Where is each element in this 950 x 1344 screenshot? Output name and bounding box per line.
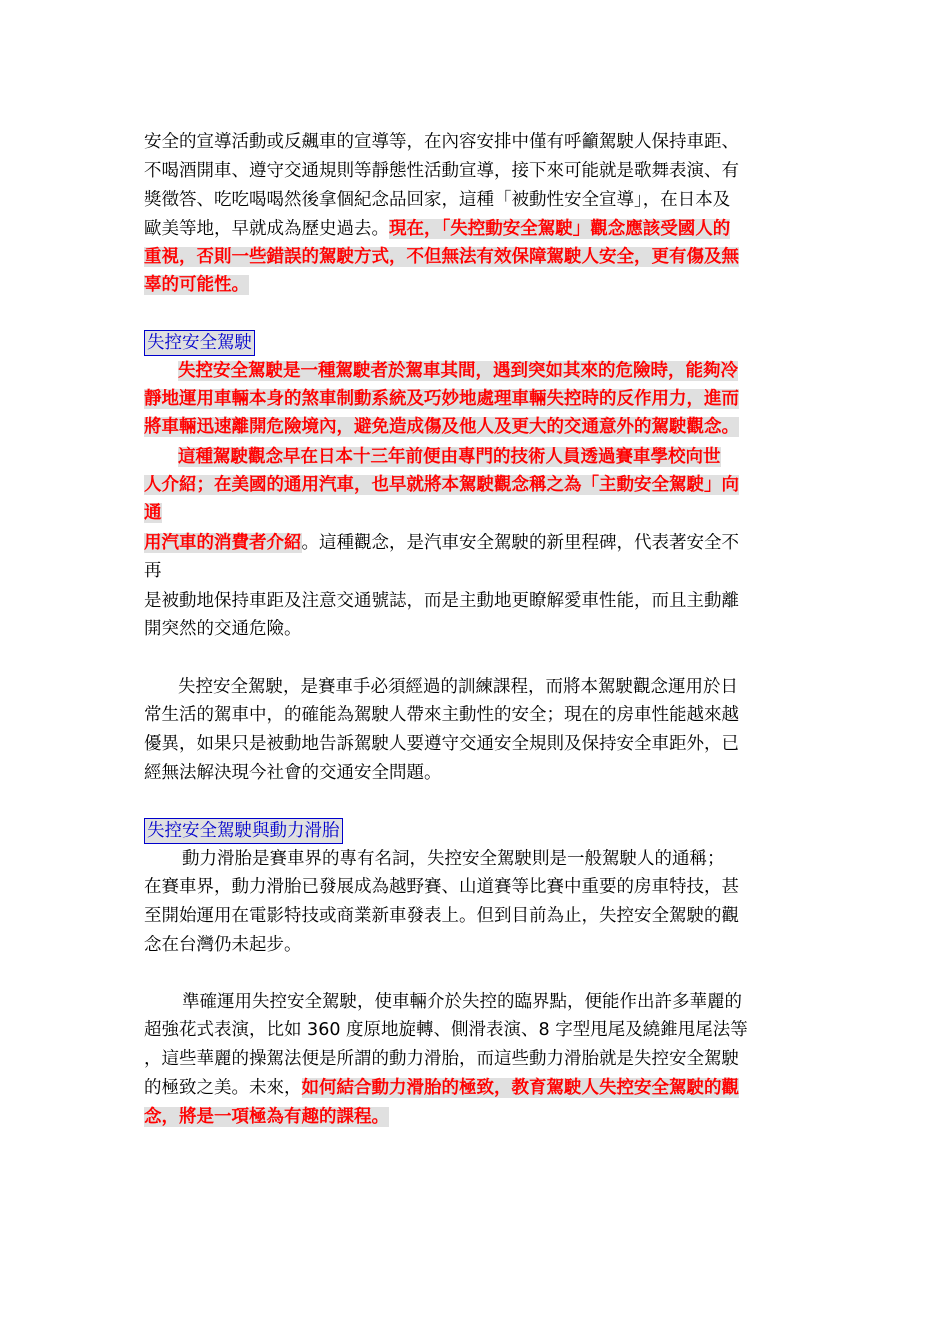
body-text-line bbox=[144, 385, 739, 413]
body-text-line: 再 bbox=[144, 561, 162, 581]
highlighted-text: 用汽車的消費者介紹 bbox=[144, 533, 302, 553]
body-text-line bbox=[144, 1103, 389, 1131]
body-text-line bbox=[144, 413, 739, 441]
body-text-line bbox=[144, 499, 162, 527]
body-text-line: 超強花式表演，比如 360 度原地旋轉、側滑表演、8 字型甩尾及繞錐甩尾法等 bbox=[144, 1020, 748, 1040]
body-text-line bbox=[144, 529, 739, 557]
body-text-line: 獎徵答、吃吃喝喝然後拿個紀念品回家，這種「被動性安全宣導」，在日本及 bbox=[144, 190, 731, 210]
highlighted-text: 將車輛迅速離開危險境內，避免造成傷及他人及更大的交通意外的駕駛觀念。 bbox=[144, 417, 739, 437]
body-text-line: 不喝酒開車、遵守交通規則等靜態性活動宣導，接下來可能就是歌舞表演、有 bbox=[144, 161, 739, 181]
body-text-line: 安全的宣導活動或反飆車的宣導等，在內容安排中僅有呼籲駕駛人保持車距、 bbox=[144, 132, 739, 152]
highlighted-text: 重視，否則一些錯誤的駕駛方式，不但無法有效保障駕駛人安全，更有傷及無 bbox=[144, 247, 739, 267]
body-text-segment: 的極致之美。未來， bbox=[144, 1078, 302, 1098]
body-text-line: 準確運用失控安全駕駛，使車輛介於失控的臨界點，便能作出許多華麗的 bbox=[182, 992, 742, 1012]
body-text-segment: 。這種觀念，是汽車安全駕駛的新里程碑，代表著安全不 bbox=[301, 533, 739, 553]
highlighted-text: 失控安全駕駛是一種駕駛者於駕車其間，遇到突如其來的危險時，能夠冷 bbox=[178, 361, 738, 381]
body-text-line: 常生活的駕車中，的確能為駕駛人帶來主動性的安全；現在的房車性能越來越 bbox=[144, 705, 739, 725]
body-text-segment: 歐美等地，早就成為歷史過去。 bbox=[144, 219, 389, 239]
highlighted-text: 人介紹；在美國的通用汽車，也早就將本駕駛觀念稱之為「主動安全駕駛」向 bbox=[144, 475, 739, 495]
section-heading: 失控安全駕駛 bbox=[144, 330, 255, 356]
highlighted-text: 靜地運用車輛本身的煞車制動系統及巧妙地處理車輛失控時的反作用力，進而 bbox=[144, 389, 739, 409]
body-text-line: 至開始運用在電影特技或商業新車發表上。但到目前為止，失控安全駕駛的觀 bbox=[144, 906, 739, 926]
body-text-line: 失控安全駕駛，是賽車手必須經過的訓練課程，而將本駕駛觀念運用於日 bbox=[178, 677, 738, 697]
highlighted-text: 通 bbox=[144, 503, 162, 523]
highlighted-text: 如何結合動力滑胎的極致，教育駕駛人失控安全駕駛的觀 bbox=[301, 1078, 739, 1098]
body-text-line: 優異，如果只是被動地告訴駕駛人要遵守交通安全規則及保持安全車距外，已 bbox=[144, 734, 739, 754]
body-text-line bbox=[144, 215, 730, 243]
highlighted-text: 這種駕駛觀念早在日本十三年前便由專門的技術人員透過賽車學校向世 bbox=[178, 447, 721, 467]
body-text-line bbox=[144, 471, 739, 499]
body-text-line bbox=[178, 443, 721, 471]
body-text-line bbox=[144, 243, 739, 271]
highlighted-text: 現在，「失控動安全駕駛」觀念應該受國人的 bbox=[389, 219, 731, 239]
body-text-line: 經無法解決現今社會的交通安全問題。 bbox=[144, 763, 442, 783]
body-text-line: ，這些華麗的操駕法便是所謂的動力滑胎，而這些動力滑胎就是失控安全駕駛 bbox=[144, 1049, 739, 1069]
section-heading: 失控安全駕駛與動力滑胎 bbox=[144, 818, 343, 844]
body-text-line: 在賽車界，動力滑胎已發展成為越野賽、山道賽等比賽中重要的房車特技，甚 bbox=[144, 877, 739, 897]
body-text-line: 動力滑胎是賽車界的專有名詞，失控安全駕駛則是一般駕駛人的通稱； bbox=[182, 849, 725, 869]
highlighted-text: 念，將是一項極為有趣的課程。 bbox=[144, 1107, 389, 1127]
highlighted-text: 辜的可能性。 bbox=[144, 275, 249, 295]
body-text-line: 是被動地保持車距及注意交通號誌，而是主動地更瞭解愛車性能，而且主動離 bbox=[144, 591, 739, 611]
body-text-line: 開突然的交通危險。 bbox=[144, 619, 302, 639]
body-text-line bbox=[178, 357, 738, 385]
body-text-line bbox=[144, 271, 249, 299]
body-text-line bbox=[144, 1074, 739, 1102]
body-text-line: 念在台灣仍未起步。 bbox=[144, 935, 302, 955]
